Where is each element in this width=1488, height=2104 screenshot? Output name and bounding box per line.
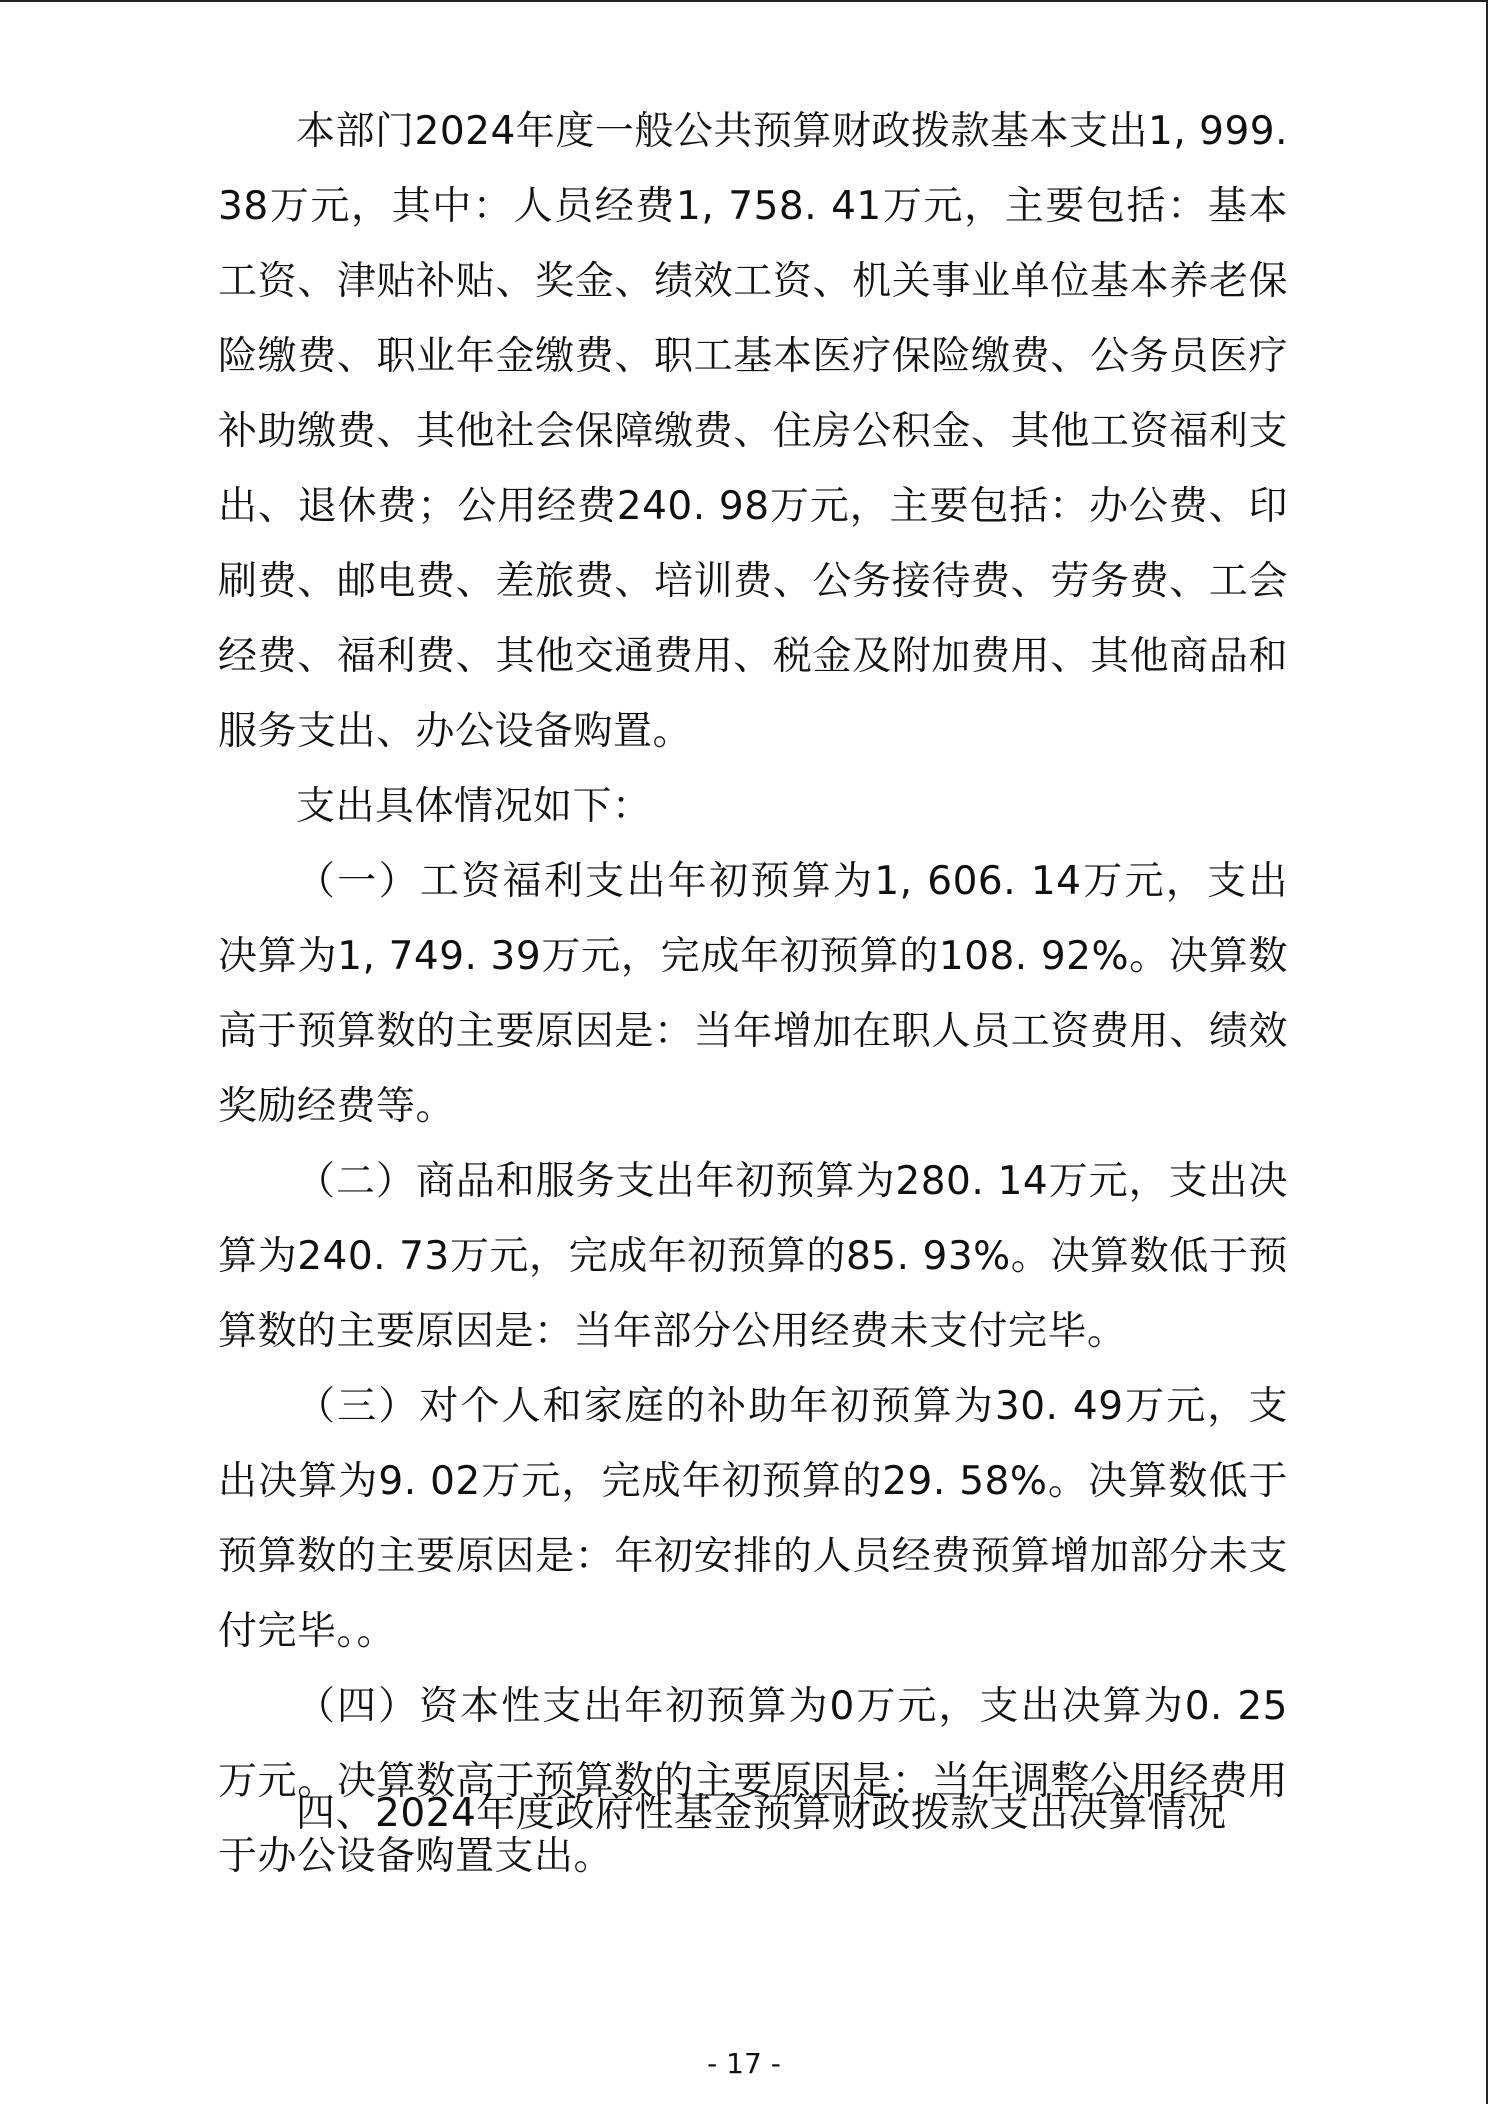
paragraph-details-intro: 支出具体情况如下： — [296, 784, 652, 829]
paragraph-basic-expenditure: 本部门2024年度一般公共预算财政拨款基本支出1, 999. 38万元，其中：人员经费1, 758. 41万元，主要包括：基本工资、津贴补贴、奖金、绩效工资、机关事业单位基本养老保险缴费、职业年金缴费、职工基本医疗保险缴费、公务员医疗补助缴费、其他社会保障缴费、住房公积金、其他工资福利支出、退休费；公用经费240. 98万元，主要包括：办公费、印刷费、邮电费、差旅费、培训费、公务接待费、劳务费、工会经费、福利费、其他交通费用、税金及附加费用、其他商品和服务支出、办公设备购置。 — [218, 109, 1288, 754]
paragraph-item-4-capital: （四）资本性支出年初预算为0万元，支出决算为0. 25万元。决算数高于预算数的主要原因是：当年调整公用经费用于办公设备购置支出。 — [218, 1684, 1288, 1879]
page-number: - 17 - — [707, 2047, 781, 2080]
section-heading: 四、2024年度政府性基金预算财政拨款支出决算情况 — [296, 1791, 1227, 1836]
paragraph-item-1-wages: （一）工资福利支出年初预算为1, 606. 14万元，支出决算为1, 749. 39万元，完成年初预算的108. 92%。决算数高于预算数的主要原因是：当年增加在职人员工资费用、绩效奖励经费等。 — [218, 859, 1288, 1129]
body-text — [218, 94, 1288, 1894]
paragraph-item-3-subsidies: （三）对个人和家庭的补助年初预算为30. 49万元，支出决算为9. 02万元，完成年初预算的29. 58%。决算数低于预算数的主要原因是：年初安排的人员经费预算增加部分未支付完毕。。 — [218, 1384, 1288, 1654]
paragraph-item-2-goods-services: （二）商品和服务支出年初预算为280. 14万元，支出决算为240. 73万元，完成年初预算的85. 93%。决算数低于预算数的主要原因是：当年部分公用经费未支付完毕。 — [218, 1159, 1288, 1354]
